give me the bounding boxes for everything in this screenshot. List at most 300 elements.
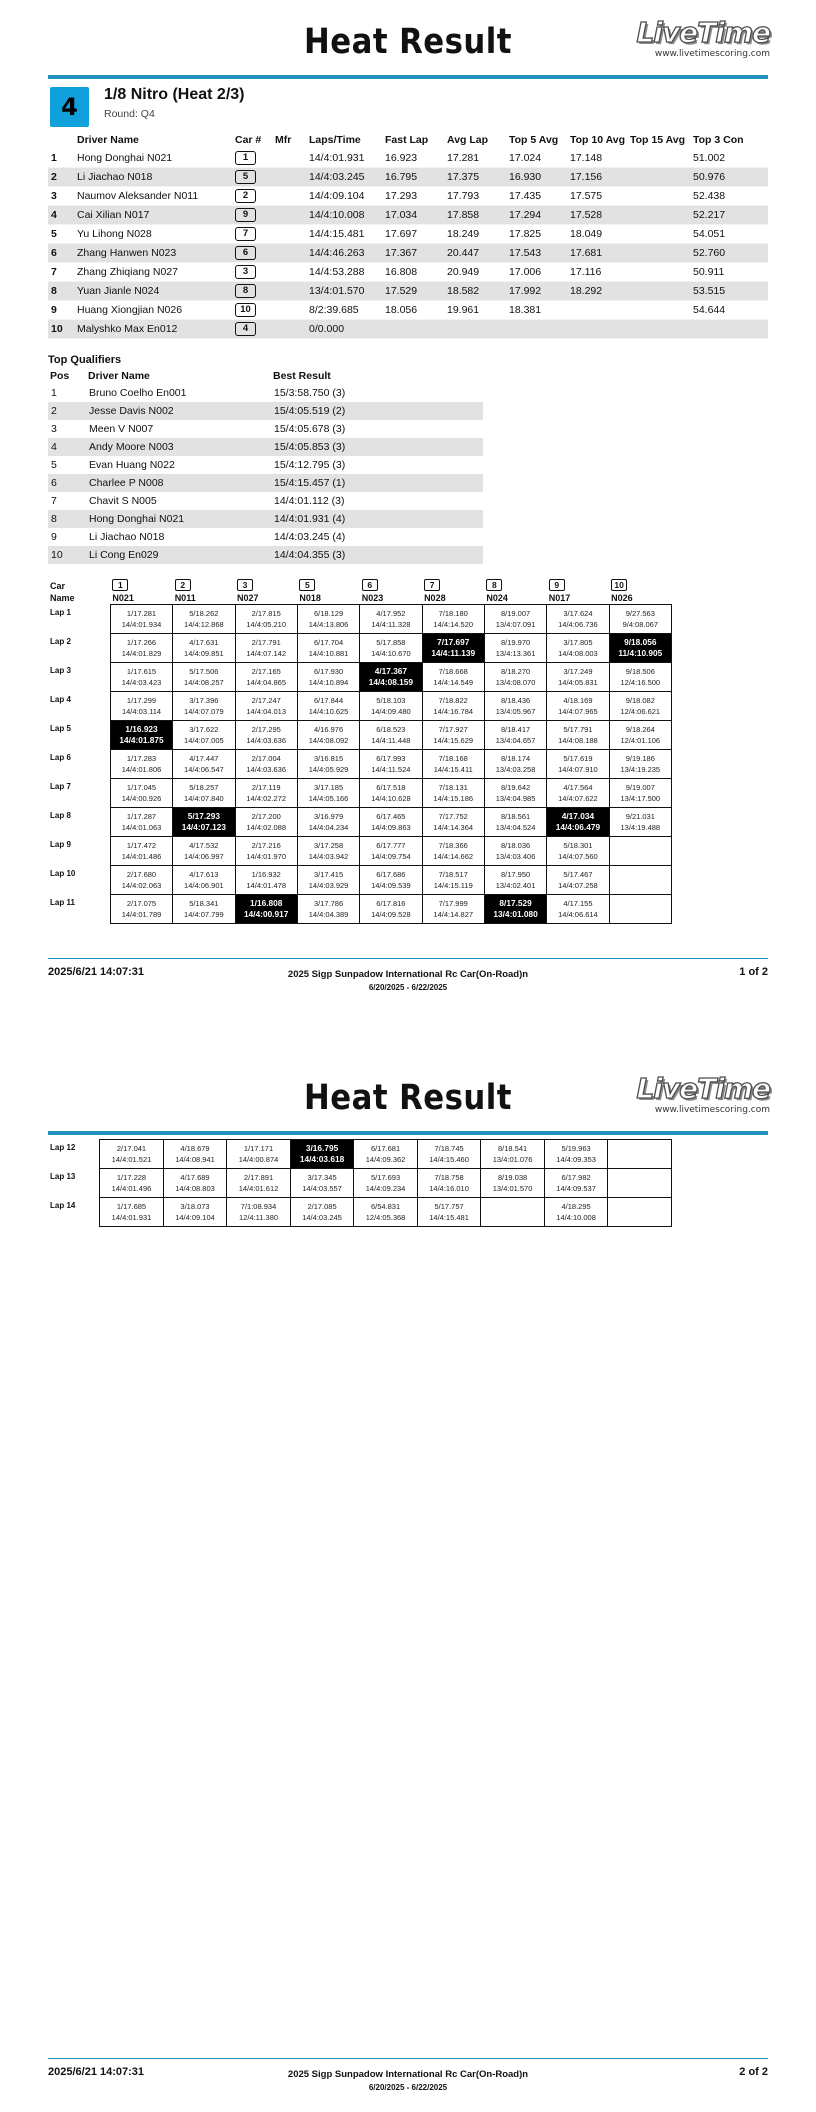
lap-position-time: 6/17.930 (313, 667, 344, 676)
livetime-logo (620, 1074, 770, 1115)
lap-label: Lap 3 (50, 665, 71, 675)
results-cell-laps: 14/4:53.288 (306, 263, 382, 282)
qualifier-column-header: Best Result (273, 370, 331, 382)
lap-cumulative: 13/4:02.401 (495, 881, 536, 890)
lap-position-time: 8/18.270 (500, 667, 531, 676)
lap-row (48, 895, 672, 924)
results-cell-driver: Zhang Hanwen N023 (74, 244, 232, 263)
lap-position-time: 7/1:08.934 (240, 1202, 277, 1211)
top-qualifiers-table (48, 368, 483, 564)
lap-position-time: 5/19.963 (561, 1144, 591, 1153)
lap-position-time: 1/17.281 (126, 609, 157, 618)
results-cell-car (232, 320, 272, 339)
results-cell-car (232, 263, 272, 282)
lap-cell (173, 750, 235, 779)
results-column-header: Laps/Time (309, 133, 361, 146)
lap-cell (417, 1198, 481, 1227)
car-driver-code: N017 (548, 593, 571, 603)
car-driver-code: N026 (611, 593, 633, 603)
lap-chart-car-header (484, 578, 546, 605)
lap-cumulative: 14/4:07.123 (181, 822, 226, 832)
lap-position-time: 7/18.366 (438, 841, 468, 850)
results-cell-avg (444, 320, 506, 339)
lap-position-time: 5/17.506 (189, 667, 219, 676)
lap-row (48, 866, 672, 895)
lap-cumulative: 14/4:10.670 (371, 649, 411, 658)
results-cell-laps: 0/0.000 (306, 320, 382, 339)
lap-position-time: 6/17.816 (376, 899, 406, 908)
lap-cumulative: 14/4:07.910 (558, 765, 598, 774)
qualifier-cell-best: 15/4:12.795 (3) (274, 459, 346, 471)
lap-cell-best (110, 721, 172, 750)
lap-cell (297, 866, 359, 895)
car-number-badge: 3 (235, 265, 256, 279)
lap-cumulative: 14/4:11.448 (371, 736, 411, 745)
lap-chart-car-header (297, 578, 359, 605)
lap-position-time: 7/18.822 (438, 696, 468, 705)
lap-cell (417, 1169, 481, 1198)
results-row (48, 187, 768, 206)
footer-divider (48, 2058, 768, 2059)
results-cell-avg: 17.858 (444, 206, 506, 225)
results-cell-mfr (272, 206, 306, 225)
results-cell-top5: 17.294 (506, 206, 567, 225)
results-cell-avg: 17.375 (444, 168, 506, 187)
car-label: Car (50, 580, 66, 591)
lap-cell (608, 1140, 672, 1169)
header-divider (48, 1131, 768, 1135)
car-number-badge: 6 (362, 579, 378, 591)
lap-position-time: 3/17.624 (563, 609, 593, 618)
lap-cumulative: 13/4:13.361 (495, 649, 536, 658)
lap-cumulative: 14/4:08.803 (175, 1184, 215, 1193)
lap-cumulative: 14/4:04.234 (308, 823, 349, 832)
lap-position-time: 9/18.264 (625, 725, 655, 734)
lap-position-time: 3/17.805 (563, 638, 593, 647)
lap-position-time: 1/17.266 (126, 638, 157, 647)
results-cell-mfr (272, 187, 306, 206)
lap-cumulative: 14/4:08.941 (175, 1155, 215, 1164)
lap-cumulative: 14/4:10.894 (308, 678, 349, 687)
lap-cell (297, 750, 359, 779)
lap-cumulative: 14/4:01.486 (121, 852, 162, 861)
logo-text: LiveTime (636, 16, 770, 49)
lap-position-time: 6/17.686 (376, 870, 406, 879)
results-cell-fast: 17.034 (382, 206, 444, 225)
lap-label: Lap 2 (50, 636, 71, 646)
lap-label: Lap 10 (50, 868, 76, 878)
results-cell-top5: 17.006 (506, 263, 567, 282)
lap-cumulative: 14/4:06.901 (184, 881, 224, 890)
qualifier-cell-pos: 4 (48, 438, 86, 456)
lap-position-time: 5/18.262 (189, 609, 219, 618)
results-cell-top10: 17.156 (567, 168, 627, 187)
lap-chart-car-header (235, 578, 297, 605)
lap-position-time: 1/17.228 (116, 1173, 147, 1182)
lap-cumulative: 12/4:01.106 (620, 736, 661, 745)
lap-cumulative: 14/4:09.537 (556, 1184, 596, 1193)
car-number-badge: 1 (112, 579, 128, 591)
results-cell-mfr (272, 244, 306, 263)
lap-position-time: 5/17.757 (434, 1202, 464, 1211)
results-cell-top3con: 52.217 (690, 206, 768, 225)
results-cell-laps: 14/4:01.931 (306, 149, 382, 168)
car-driver-code: N018 (299, 593, 321, 603)
lap-position-time: 1/17.299 (126, 696, 157, 705)
car-number-badge: 6 (235, 246, 256, 260)
lap-cumulative: 14/4:03.557 (302, 1184, 342, 1193)
results-cell-laps: 14/4:15.481 (306, 225, 382, 244)
lap-cumulative: 14/4:05.166 (308, 794, 349, 803)
qualifier-cell-driver: Chavit S N005 (89, 495, 157, 507)
lap-position-time: 4/17.613 (189, 870, 219, 879)
lap-cell (297, 779, 359, 808)
lap-cumulative: 14/4:16.784 (433, 707, 474, 716)
footer-event-name: 2025 Sigp Sunpadow International Rc Car(On-Road)n (287, 969, 529, 980)
qualifier-cell-best: 14/4:01.931 (4) (271, 510, 483, 528)
lap-cell (360, 837, 422, 866)
results-cell-driver: Zhang Zhiqiang N027 (74, 263, 232, 282)
lap-position-time: 3/16.795 (305, 1143, 339, 1153)
lap-position-time: 7/18.517 (438, 870, 468, 879)
lap-cumulative: 14/4:05.831 (558, 678, 598, 687)
lap-cell (110, 605, 172, 634)
qualifier-cell-pos: 6 (48, 474, 86, 492)
qualifier-row (48, 438, 483, 456)
lap-cell (173, 634, 235, 663)
lap-cumulative: 14/4:09.353 (556, 1155, 596, 1164)
results-row (48, 320, 768, 339)
results-cell-top15 (627, 225, 690, 244)
results-cell-mfr (272, 149, 306, 168)
lap-position-time: 8/18.541 (497, 1144, 528, 1153)
results-column-header: Car # (235, 133, 262, 146)
results-cell-fast: 18.056 (382, 301, 444, 320)
results-cell-car (232, 187, 272, 206)
lap-cell (481, 1140, 545, 1169)
car-number-badge: 8 (486, 579, 502, 591)
results-cell-mfr (272, 168, 306, 187)
results-cell-driver: Hong Donghai N021 (74, 149, 232, 168)
results-row (48, 301, 768, 320)
lap-position-time: 3/16.815 (313, 754, 344, 763)
results-cell-mfr (272, 301, 306, 320)
results-cell-laps: 14/4:10.008 (306, 206, 382, 225)
lap-chart-car-header (360, 578, 422, 605)
lap-position-time: 6/17.844 (313, 696, 344, 705)
lap-cell (422, 692, 484, 721)
results-cell-top15 (627, 206, 690, 225)
results-cell-top5: 18.381 (506, 301, 567, 320)
results-column-header: Top 3 Con (693, 133, 744, 146)
qualifier-cell-driver: Hong Donghai N021 (86, 510, 271, 528)
lap-position-time: 2/17.075 (126, 899, 157, 908)
lap-cell (609, 750, 671, 779)
lap-cumulative: 14/4:07.560 (558, 852, 598, 861)
qualifier-row (48, 420, 483, 438)
lap-position-time: 4/18.679 (180, 1144, 210, 1153)
qualifier-row (48, 546, 483, 564)
lap-cumulative: 14/4:06.997 (184, 852, 224, 861)
lap-cumulative: 14/4:03.636 (246, 765, 287, 774)
results-cell-driver: Yu Lihong N028 (74, 225, 232, 244)
results-cell-top3con: 50.911 (690, 263, 768, 282)
qualifier-cell-best: 15/4:05.678 (3) (274, 423, 346, 435)
lap-position-time: 8/17.950 (500, 870, 531, 879)
results-cell-top5: 16.930 (506, 168, 567, 187)
qualifier-cell-pos: 10 (48, 546, 86, 564)
results-cell-driver: Huang Xiongjian N026 (74, 301, 232, 320)
lap-position-time: 8/19.038 (497, 1173, 528, 1182)
results-cell-fast: 16.795 (382, 168, 444, 187)
lap-position-time: 9/19.007 (625, 783, 655, 792)
lap-cumulative: 13/4:19.235 (620, 765, 661, 774)
lap-cell (547, 634, 609, 663)
lap-cell (297, 808, 359, 837)
results-cell-car (232, 206, 272, 225)
lap-cell (235, 634, 297, 663)
results-cell-pos: 9 (48, 301, 74, 320)
lap-cell (360, 721, 422, 750)
lap-position-time: 6/18.129 (313, 609, 344, 618)
results-cell-laps: 14/4:09.104 (306, 187, 382, 206)
results-row (48, 206, 768, 225)
lap-cell (484, 750, 546, 779)
lap-chart-page-1 (48, 578, 672, 924)
lap-cell (422, 866, 484, 895)
lap-cumulative: 14/4:00.917 (244, 909, 289, 919)
footer-date-range: 6/20/2025 - 6/22/2025 (368, 983, 448, 992)
lap-cell (547, 721, 609, 750)
lap-position-time: 6/18.523 (376, 725, 406, 734)
results-cell-car (232, 149, 272, 168)
lap-position-time: 2/17.041 (116, 1144, 147, 1153)
lap-position-time: 1/16.808 (250, 898, 283, 908)
qualifier-cell-driver: Bruno Coelho En001 (89, 387, 187, 399)
qualifier-cell-driver: Andy Moore N003 (86, 438, 271, 456)
lap-cell (290, 1198, 354, 1227)
lap-cell (544, 1198, 608, 1227)
lap-cell (484, 634, 546, 663)
lap-cumulative: 14/4:01.521 (111, 1155, 152, 1164)
lap-cumulative: 12/4:05.368 (365, 1213, 406, 1222)
lap-position-time: 2/17.295 (251, 725, 281, 734)
lap-position-time: 1/16.932 (251, 870, 281, 879)
car-number-badge: 10 (611, 579, 627, 591)
lap-cumulative: 14/4:16.010 (429, 1184, 469, 1193)
lap-cell (163, 1140, 227, 1169)
lap-cumulative: 14/4:07.258 (558, 881, 598, 890)
lap-row (48, 1140, 672, 1169)
car-driver-code: N021 (112, 593, 134, 603)
lap-cumulative: 14/4:01.829 (121, 649, 162, 658)
results-cell-top3con: 53.515 (690, 282, 768, 301)
livetime-logo (620, 18, 770, 59)
lap-position-time: 2/17.004 (251, 754, 281, 763)
lap-cell-best (422, 634, 484, 663)
qualifier-row (48, 384, 483, 402)
lap-cell (297, 895, 359, 924)
lap-position-time: 2/17.165 (251, 667, 281, 676)
lap-cell (297, 634, 359, 663)
lap-cumulative: 14/4:01.931 (111, 1213, 152, 1222)
lap-cumulative: 14/4:09.863 (371, 823, 411, 832)
lap-cell (484, 779, 546, 808)
lap-position-time: 3/17.786 (313, 899, 344, 908)
results-cell-top15 (627, 168, 690, 187)
heat-name: 1/8 Nitro (Heat 2/3) (104, 86, 245, 103)
lap-cell-best (609, 634, 671, 663)
lap-position-time: 5/18.301 (563, 841, 593, 850)
qualifier-cell-pos: 1 (51, 387, 57, 399)
lap-cumulative: 12/4:11.380 (238, 1213, 279, 1222)
lap-position-time: 8/17.529 (499, 898, 532, 908)
lap-position-time: 8/19.007 (500, 609, 531, 618)
logo-text: LiveTime (636, 1072, 770, 1105)
lap-position-time: 2/17.815 (251, 609, 281, 618)
lap-cell (609, 808, 671, 837)
results-cell-car (232, 225, 272, 244)
lap-cumulative: 11/4:10.905 (618, 648, 663, 658)
results-table (48, 130, 768, 339)
results-cell-top10: 18.049 (567, 225, 627, 244)
lap-cell-best (290, 1140, 354, 1169)
results-cell-top3con: 52.760 (690, 244, 768, 263)
results-cell-top15 (627, 244, 690, 263)
lap-cumulative: 13/4:08.070 (495, 678, 536, 687)
lap-cumulative: 14/4:09.754 (371, 852, 411, 861)
lap-cumulative: 14/4:05.210 (246, 620, 287, 629)
lap-position-time: 2/17.119 (251, 783, 281, 792)
lap-cumulative: 14/4:09.104 (175, 1213, 215, 1222)
lap-position-time: 8/18.036 (500, 841, 531, 850)
lap-cumulative: 14/4:01.478 (246, 881, 287, 890)
lap-position-time: 8/18.174 (500, 754, 531, 763)
lap-cumulative: 12/4:16.500 (620, 678, 661, 687)
results-cell-car (232, 244, 272, 263)
lap-position-time: 6/17.704 (313, 638, 344, 647)
heat-number-badge: 4 (50, 87, 89, 127)
lap-cell (481, 1169, 545, 1198)
lap-cell (360, 750, 422, 779)
qualifier-row (48, 402, 483, 420)
lap-cell (484, 663, 546, 692)
footer-date-range: 6/20/2025 - 6/22/2025 (368, 2083, 448, 2092)
lap-cumulative: 14/4:01.806 (121, 765, 162, 774)
lap-cell (544, 1169, 608, 1198)
lap-cell (422, 721, 484, 750)
qualifier-cell-driver: Li Cong En029 (86, 546, 271, 564)
lap-cumulative: 14/4:02.063 (121, 881, 162, 890)
lap-cell (484, 837, 546, 866)
lap-label: Lap 7 (50, 781, 71, 791)
results-column-header: Top 10 Avg (570, 133, 626, 146)
results-cell-top3con (690, 320, 768, 339)
lap-position-time: 3/17.415 (313, 870, 344, 879)
qualifier-row (48, 510, 483, 528)
lap-row (48, 692, 672, 721)
lap-cumulative: 14/4:14.364 (433, 823, 474, 832)
lap-position-time: 2/17.680 (126, 870, 157, 879)
lap-cumulative: 14/4:15.460 (429, 1155, 469, 1164)
lap-cell (235, 779, 297, 808)
lap-position-time: 6/17.518 (376, 783, 406, 792)
lap-position-time: 7/18.745 (434, 1144, 464, 1153)
lap-cell (235, 808, 297, 837)
results-cell-driver: Malyshko Max En012 (74, 320, 232, 339)
lap-cumulative: 14/4:08.003 (558, 649, 598, 658)
name-label: Name (50, 592, 75, 603)
lap-cumulative: 14/4:15.411 (433, 765, 473, 774)
lap-position-time: 5/18.257 (189, 783, 219, 792)
lap-position-time: 5/18.103 (376, 696, 406, 705)
lap-position-time: 2/17.247 (251, 696, 281, 705)
lap-position-time: 7/17.927 (438, 725, 468, 734)
lap-cell (110, 692, 172, 721)
lap-position-time: 2/17.791 (251, 638, 281, 647)
lap-cell (100, 1169, 164, 1198)
lap-cumulative: 14/4:15.119 (433, 881, 473, 890)
lap-position-time: 3/17.258 (313, 841, 344, 850)
lap-row (48, 605, 672, 634)
lap-position-time: 5/18.341 (189, 899, 219, 908)
lap-position-time: 8/18.436 (500, 696, 531, 705)
lap-cumulative: 13/4:19.488 (620, 823, 661, 832)
lap-cumulative: 14/4:07.142 (246, 649, 287, 658)
lap-position-time: 4/18.295 (561, 1202, 591, 1211)
results-cell-fast (382, 320, 444, 339)
page-title: Heat Result (304, 22, 512, 62)
qualifier-cell-pos: 7 (51, 495, 57, 507)
lap-cumulative: 14/4:04.013 (246, 707, 287, 716)
lap-position-time: 4/17.532 (189, 841, 219, 850)
results-column-header (48, 130, 74, 149)
lap-cell (173, 692, 235, 721)
results-row (48, 244, 768, 263)
qualifier-cell-best: 15/4:05.853 (3) (271, 438, 483, 456)
lap-cumulative: 14/4:04.865 (246, 678, 287, 687)
car-driver-code: N011 (174, 593, 196, 603)
lap-cumulative: 13/4:05.967 (495, 707, 536, 716)
qualifier-cell-pos: 9 (51, 531, 57, 543)
results-cell-top10: 17.148 (567, 149, 627, 168)
lap-cell (227, 1198, 291, 1227)
lap-position-time: 1/17.283 (126, 754, 157, 763)
lap-cell (235, 750, 297, 779)
results-cell-top5: 17.825 (506, 225, 567, 244)
lap-position-time: 5/17.791 (563, 725, 593, 734)
qualifier-cell-pos: 5 (51, 459, 57, 471)
lap-cumulative: 14/4:15.481 (429, 1213, 469, 1222)
lap-position-time: 8/18.417 (500, 725, 531, 734)
lap-cumulative: 14/4:15.186 (433, 794, 474, 803)
car-number-badge: 7 (424, 579, 440, 591)
qualifier-cell-pos: 2 (48, 402, 86, 420)
lap-cumulative: 14/4:01.496 (111, 1184, 152, 1193)
results-cell-top3con: 54.644 (690, 301, 768, 320)
results-cell-top3con: 51.002 (690, 149, 768, 168)
lap-cumulative: 14/4:01.934 (121, 620, 162, 629)
lap-position-time: 2/17.216 (251, 841, 281, 850)
lap-label: Lap 11 (50, 897, 75, 907)
lap-cell-best (173, 808, 235, 837)
results-header-row (48, 130, 768, 149)
lap-cell (173, 663, 235, 692)
results-cell-laps: 14/4:03.245 (306, 168, 382, 187)
lap-position-time: 3/17.396 (189, 696, 219, 705)
lap-cell (484, 721, 546, 750)
lap-cumulative: 13/4:01.570 (492, 1184, 533, 1193)
